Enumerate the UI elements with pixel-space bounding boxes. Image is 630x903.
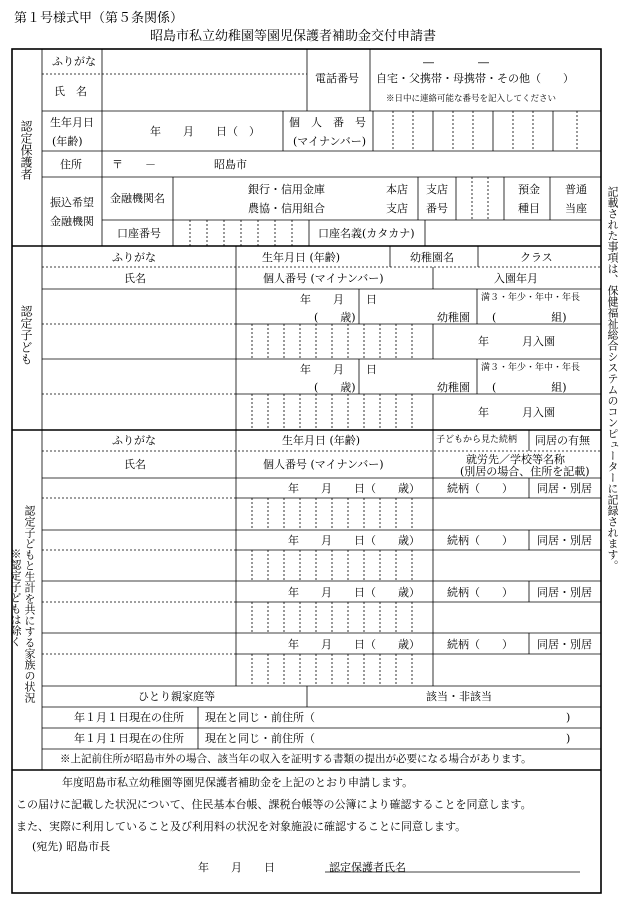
guardian-name-label: 氏 名 bbox=[54, 85, 87, 98]
family3-dob[interactable]: 年 月 日（ 歳） bbox=[288, 586, 420, 599]
single-parent-options[interactable]: 該当・非該当 bbox=[426, 690, 492, 703]
address-note: ※上記前住所が昭島市外の場合、該当年の収入を証明する書類の提出が必要になる場合があります。 bbox=[60, 753, 532, 765]
guardian-furigana-field[interactable] bbox=[110, 56, 305, 72]
child2-age[interactable]: ( 歳) bbox=[314, 381, 356, 394]
child1-class-options[interactable]: 満３・年少・年中・年長 bbox=[481, 293, 581, 303]
family3-cohabit[interactable]: 同居・別居 bbox=[537, 586, 592, 599]
single-parent-label: ひとり親家庭等 bbox=[138, 690, 215, 703]
bank-label-1: 振込希望 bbox=[50, 196, 94, 209]
family1-cohabit[interactable]: 同居・別居 bbox=[537, 482, 592, 495]
phone-separator[interactable]: ― ― bbox=[423, 56, 489, 69]
child2-class[interactable]: ( 組) bbox=[492, 381, 567, 394]
branch-no-label-2: 番号 bbox=[426, 202, 448, 215]
family2-dob[interactable]: 年 月 日（ 歳） bbox=[288, 534, 420, 547]
family4-relation[interactable]: 続柄（ ） bbox=[447, 638, 513, 651]
jan1-close-paren-2: ) bbox=[566, 732, 571, 745]
signer-name-field[interactable] bbox=[420, 858, 578, 872]
family-dob-label: 生年月日 (年齢) bbox=[282, 434, 361, 447]
jan1-close-paren-1: ) bbox=[566, 711, 571, 724]
family-cohabit-head: 同居の有無 bbox=[535, 434, 590, 447]
addressee: (宛先) 昭島市長 bbox=[32, 840, 111, 853]
form-number: 第１号様式甲（第５条関係） bbox=[14, 11, 184, 26]
family-work-head-2: (別居の場合、住所を記載) bbox=[460, 465, 590, 478]
institution-name-label: 金融機関名 bbox=[110, 192, 165, 205]
branch-no-label-1: 支店 bbox=[426, 183, 448, 196]
family-furigana-label: ふりがな bbox=[112, 434, 156, 447]
family2-cohabit[interactable]: 同居・別居 bbox=[537, 534, 592, 547]
declaration-line-2: この届けに記載した状況について、住民基本台帳、課税台帳等の公簿により確認することを同意します。 bbox=[16, 798, 532, 811]
account-number-label: 口座番号 bbox=[117, 227, 161, 240]
honten-option[interactable]: 本店 bbox=[386, 183, 408, 196]
guardian-age-label: (年齢) bbox=[52, 135, 83, 148]
account-name-label: 口座名義(カタカナ) bbox=[318, 227, 415, 240]
child1-class[interactable]: ( 組) bbox=[492, 311, 567, 324]
child1-entry[interactable]: 年 月入園 bbox=[478, 335, 555, 348]
family-name-label: 氏名 bbox=[124, 458, 146, 471]
guardian-furigana-label: ふりがな bbox=[52, 55, 96, 68]
family-mynumber-label: 個人番号 (マイナンバー) bbox=[263, 458, 384, 471]
bank-types-1[interactable]: 銀行・信用金庫 bbox=[248, 183, 325, 196]
signer-label: 認定保護者氏名 bbox=[329, 861, 406, 874]
toza-option[interactable]: 当座 bbox=[565, 202, 587, 215]
postal-code-field[interactable]: 〒 － bbox=[112, 158, 156, 171]
phone-label: 電話番号 bbox=[315, 72, 359, 85]
side-note: 記載された事項は、保健福祉総合システムのコンピューターに記録されます。 bbox=[606, 186, 619, 571]
child-furigana-label: ふりがな bbox=[112, 251, 156, 264]
bank-label-2: 金融機関 bbox=[50, 215, 94, 228]
jan1-address-options-1[interactable]: 現在と同じ・前住所（ bbox=[205, 711, 315, 724]
futsu-option[interactable]: 普通 bbox=[565, 183, 587, 196]
family3-relation[interactable]: 続柄（ ） bbox=[447, 586, 513, 599]
family4-dob[interactable]: 年 月 日（ 歳） bbox=[288, 638, 420, 651]
family-section-note: ※認定子どもは除く bbox=[9, 548, 22, 647]
jan1-address-label-1: 年１月１日現在の住所 bbox=[74, 711, 184, 724]
child-class-label: クラス bbox=[520, 251, 553, 264]
guardian-section-label: 認定保護者 bbox=[19, 120, 33, 180]
mynumber-label: 個 人 番 号 bbox=[289, 116, 366, 129]
guardian-dob-label: 生年月日 bbox=[50, 116, 94, 129]
child1-dob[interactable]: 年 月 日 bbox=[300, 293, 377, 306]
city-text: 昭島市 bbox=[214, 158, 247, 171]
jan1-address-options-2[interactable]: 現在と同じ・前住所（ bbox=[205, 732, 315, 745]
child-section-label: 認定子ども bbox=[19, 305, 33, 365]
deposit-label-2: 種目 bbox=[518, 202, 540, 215]
declaration-date[interactable]: 年 月 日 bbox=[198, 861, 275, 874]
address-label: 住所 bbox=[60, 158, 82, 171]
child2-dob[interactable]: 年 月 日 bbox=[300, 363, 377, 376]
family2-relation[interactable]: 続柄（ ） bbox=[447, 534, 513, 547]
child-entry-label: 入園年月 bbox=[494, 272, 538, 285]
child2-kg[interactable]: 幼稚園 bbox=[437, 381, 470, 394]
mynumber-sub: (マイナンバー) bbox=[293, 135, 367, 148]
family1-dob[interactable]: 年 月 日（ 歳） bbox=[288, 482, 420, 495]
bank-types-2[interactable]: 農協・信用組合 bbox=[248, 202, 325, 215]
family-work-head-1: 就労先／学校等名称 bbox=[466, 453, 565, 466]
family-section-label: 認定子どもと生計を共にする家族の状況 bbox=[23, 505, 36, 703]
jan1-address-label-2: 年１月１日現在の住所 bbox=[74, 732, 184, 745]
family-relation-head: 子どもから見た続柄 bbox=[436, 435, 518, 445]
family4-cohabit[interactable]: 同居・別居 bbox=[537, 638, 592, 651]
declaration-line-1: 年度昭島市私立幼稚園等園児保護者補助金を上記のとおり申請します。 bbox=[62, 776, 414, 789]
shiten-option[interactable]: 支店 bbox=[386, 202, 408, 215]
deposit-label-1: 預金 bbox=[518, 183, 540, 196]
family1-relation[interactable]: 続柄（ ） bbox=[447, 482, 513, 495]
child-kg-label: 幼稚園名 bbox=[410, 251, 454, 264]
declaration-line-3: また、実際に利用していること及び利用料の状況を対象施設に確認することに同意します。 bbox=[16, 820, 467, 833]
guardian-dob-field[interactable]: 年 月 日（ ） bbox=[150, 125, 260, 138]
child1-age[interactable]: ( 歳) bbox=[314, 311, 356, 324]
child2-entry[interactable]: 年 月入園 bbox=[478, 406, 555, 419]
phone-options[interactable]: 自宅・父携帯・母携帯・その他（ ） bbox=[376, 72, 574, 85]
child1-kg[interactable]: 幼稚園 bbox=[437, 311, 470, 324]
form-title: 昭島市私立幼稚園等園児保護者補助金交付申請書 bbox=[150, 29, 437, 44]
guardian-name-field[interactable] bbox=[110, 78, 305, 108]
child-name-label: 氏名 bbox=[124, 272, 146, 285]
child-mynumber-label: 個人番号 (マイナンバー) bbox=[263, 272, 384, 285]
child-dob-label: 生年月日 (年齢) bbox=[262, 251, 341, 264]
phone-note: ※日中に連絡可能な番号を記入してください bbox=[386, 94, 557, 104]
child2-class-options[interactable]: 満３・年少・年中・年長 bbox=[481, 363, 581, 373]
